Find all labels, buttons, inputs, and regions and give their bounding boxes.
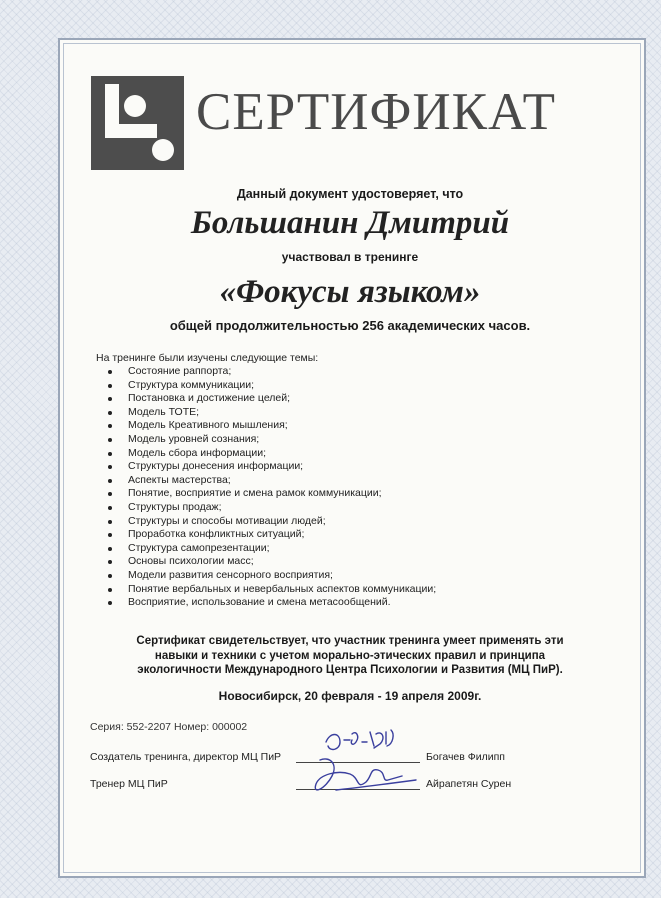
topic-item: Модели развития сенсорного восприятия;: [106, 569, 436, 583]
handwritten-signature: [296, 720, 436, 810]
topic-item: Структура самопрезентации;: [106, 542, 436, 556]
participated-text: участвовал в тренинге: [281, 250, 419, 264]
topic-item: Аспекты мастерства;: [106, 474, 436, 488]
topic-item: Структуры продаж;: [106, 501, 436, 515]
topic-item: Структура коммуникации;: [106, 379, 436, 393]
signatory-role: Тренер МЦ ПиР: [90, 778, 168, 790]
topic-item: Основы психологии масс;: [106, 555, 436, 569]
signatory-role: Создатель тренинга, директор МЦ ПиР: [90, 751, 282, 763]
topic-item: Структуры и способы мотивации людей;: [106, 515, 436, 529]
topic-item: Проработка конфликтных ситуаций;: [106, 528, 436, 542]
topics-list: [106, 365, 436, 610]
place-date: Новосибирск, 20 февраля - 19 апреля 2009г.: [218, 689, 482, 703]
intro-text: Данный документ удостоверяет, что: [236, 187, 464, 201]
statement-line: экологичности Международного Центра Психологии и Развития (МЦ ПиР).: [137, 664, 563, 676]
statement-line: Сертификат свидетельствует, что участник тренинга умеет применять эти: [136, 635, 564, 647]
topics-intro: На тренинге были изучены следующие темы:: [96, 352, 319, 364]
topic-item: Модель ТОТЕ;: [106, 406, 436, 420]
serial-number: Серия: 552-2207 Номер: 000002: [90, 721, 248, 733]
signatory-name: Айрапетян Сурен: [426, 778, 512, 790]
recipient-name: Большанин Дмитрий: [190, 205, 510, 241]
signatory-name: Богачев Филипп: [426, 751, 505, 763]
certificate-title: СЕРТИФИКАТ: [196, 83, 556, 141]
statement-text: [58, 634, 642, 678]
topic-item: Модель уровней сознания;: [106, 433, 436, 447]
duration-text: общей продолжительностью 256 академических часов.: [169, 318, 531, 333]
topic-item: Состояние раппорта;: [106, 365, 436, 379]
topic-item: Постановка и достижение целей;: [106, 392, 436, 406]
logo-icon: [91, 76, 184, 170]
training-title: «Фокусы языком»: [219, 274, 481, 310]
topic-item: Структуры донесения информации;: [106, 460, 436, 474]
topic-item: Понятие вербальных и невербальных аспектов коммуникации;: [106, 583, 436, 597]
statement-line: навыки и техники с учетом морально-этических правил и принципа: [154, 649, 546, 662]
topic-item: Понятие, восприятие и смена рамок коммуникации;: [106, 487, 436, 501]
topic-item: Восприятие, использование и смена метасообщений.: [106, 596, 436, 610]
topic-item: Модель сбора информации;: [106, 447, 436, 461]
topic-item: Модель Креативного мышления;: [106, 419, 436, 433]
